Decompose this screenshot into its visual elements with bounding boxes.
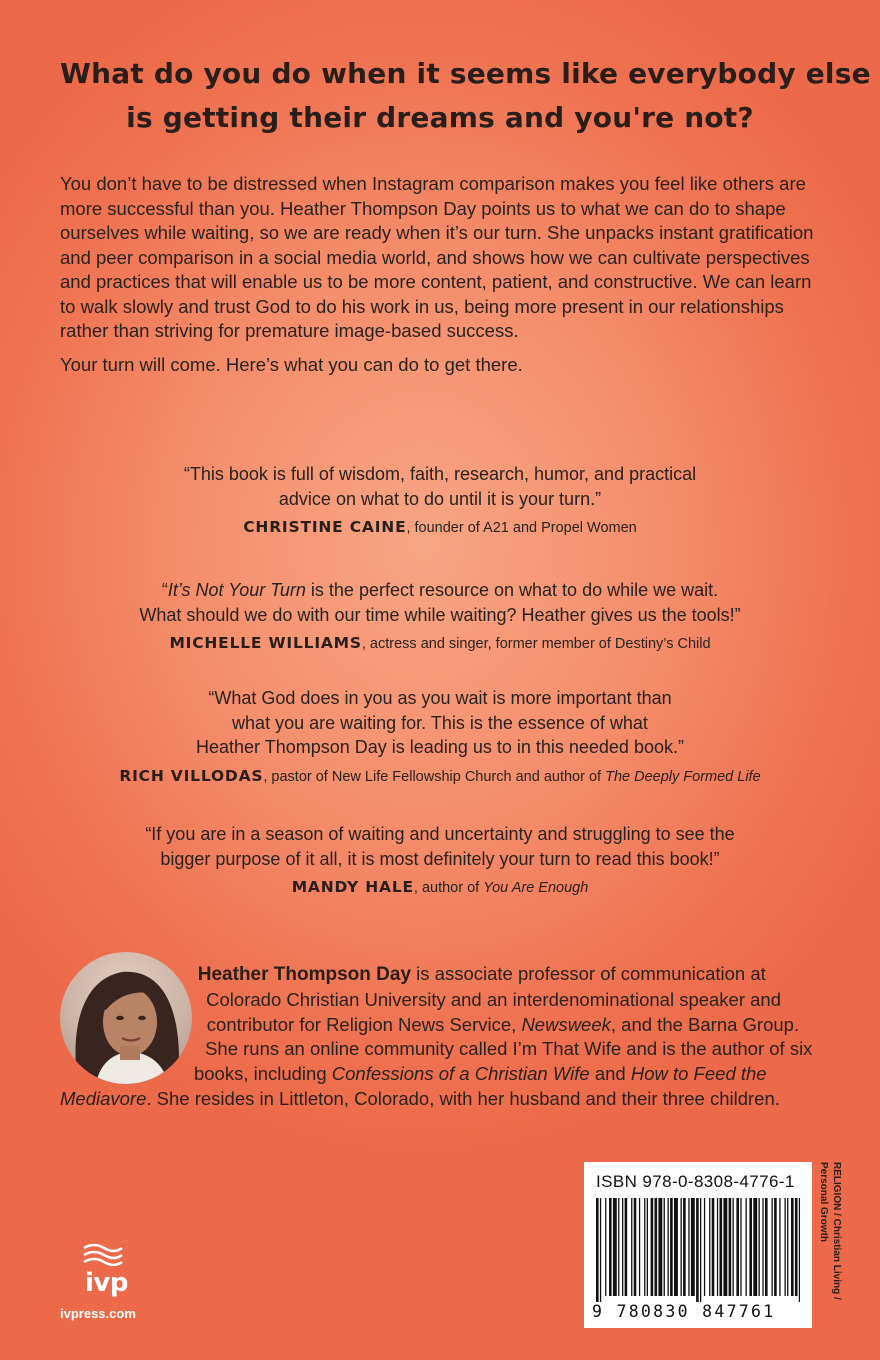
barcode-bar bbox=[696, 1198, 699, 1302]
endorsement-hale bbox=[90, 822, 790, 901]
endorser-role: , author of bbox=[413, 880, 484, 896]
barcode-bar bbox=[605, 1198, 606, 1296]
wave-logo-icon bbox=[82, 1242, 124, 1266]
barcode-bar bbox=[709, 1198, 710, 1296]
endorsement-line: “What God does in you as you wait is more important than bbox=[208, 688, 672, 708]
endorser-name: MANDY HALE bbox=[291, 878, 414, 896]
barcode-bar bbox=[700, 1198, 701, 1302]
barcode-bar bbox=[664, 1198, 665, 1296]
endorser-name: RICH VILLODAS bbox=[119, 766, 264, 785]
barcode-bar bbox=[720, 1198, 723, 1296]
publication-name: Newsweek bbox=[521, 1013, 611, 1035]
barcode-bar bbox=[772, 1198, 773, 1296]
endorsement-line: “This book is full of wisdom, faith, research, humor, and practical bbox=[183, 464, 697, 484]
barcode-bar bbox=[596, 1198, 599, 1302]
barcode-bar bbox=[691, 1198, 695, 1296]
endorsement-caine bbox=[90, 462, 790, 541]
endorsement-attribution bbox=[90, 875, 790, 901]
endorser-role: , actress and singer, former member of Destiny’s Child bbox=[361, 636, 711, 652]
endorsement-line: bigger purpose of it all, it is most definitely your turn to read this book!” bbox=[160, 848, 720, 869]
barcode-bar bbox=[746, 1198, 747, 1296]
barcode-bar bbox=[723, 1198, 727, 1296]
headline-line-2: is getting their dreams and you're not? bbox=[126, 101, 754, 134]
barcode-bar bbox=[658, 1198, 662, 1296]
barcode-bar bbox=[670, 1198, 673, 1296]
barcode-bar bbox=[613, 1198, 617, 1296]
publisher-logo bbox=[60, 1242, 140, 1321]
author-name: Heather Thompson Day bbox=[197, 964, 412, 985]
barcode-bar bbox=[647, 1198, 648, 1296]
barcode-bar bbox=[749, 1198, 752, 1296]
category-line-2: Personal Growth bbox=[818, 1162, 830, 1243]
endorser-role: , pastor of New Life Fellowship Church and author of bbox=[263, 768, 606, 785]
barcode-bar bbox=[785, 1198, 786, 1296]
book-title: Confessions of a Christian Wife bbox=[331, 1063, 590, 1085]
barcode-bar bbox=[736, 1198, 739, 1296]
barcode-bar bbox=[795, 1198, 798, 1296]
endorsement-attribution bbox=[90, 764, 790, 790]
endorsement-attribution bbox=[90, 631, 790, 657]
description-tagline: Your turn will come. Here’s what you can do to get there. bbox=[60, 353, 523, 375]
book-title: It’s Not Your Turn bbox=[167, 580, 306, 600]
endorsement-attribution bbox=[90, 515, 790, 541]
barcode-bar bbox=[668, 1198, 669, 1296]
barcode-bar bbox=[609, 1198, 612, 1296]
barcode-bar bbox=[600, 1198, 601, 1302]
endorsement-line: what you are waiting for. This is the essence of what bbox=[232, 712, 648, 733]
publisher-logo-text: ivp bbox=[85, 1268, 128, 1298]
barcode-bar bbox=[639, 1198, 640, 1296]
barcode-bar bbox=[753, 1198, 757, 1296]
endorsement-line: “If you are in a season of waiting and uncertainty and struggling to see the bbox=[145, 824, 735, 844]
barcode-bar bbox=[787, 1198, 788, 1296]
book-title: How to Feed the Mediavore bbox=[60, 1063, 767, 1109]
barcode-bar bbox=[791, 1198, 794, 1296]
barcode-bar bbox=[717, 1198, 718, 1296]
category-line-1: RELIGION / Christian Living / bbox=[831, 1162, 842, 1300]
endorser-name: MICHELLE WILLIAMS bbox=[169, 634, 362, 652]
barcode-bar bbox=[655, 1198, 658, 1296]
endorser-book: The Deeply Formed Life bbox=[605, 768, 761, 785]
endorsement-villodas bbox=[90, 686, 790, 789]
barcode-bar bbox=[729, 1198, 732, 1296]
barcode-bar bbox=[644, 1198, 645, 1296]
barcode-digits: 9 780830 847761 bbox=[592, 1302, 776, 1321]
barcode-bar bbox=[762, 1198, 763, 1296]
barcode-bar bbox=[631, 1198, 632, 1296]
endorsement-line: advice on what to do until it is your turn.” bbox=[278, 488, 602, 509]
isbn-barcode-box bbox=[584, 1162, 812, 1328]
barcode-bar bbox=[733, 1198, 734, 1296]
barcode-bar bbox=[634, 1198, 637, 1296]
publisher-url: ivpress.com bbox=[60, 1306, 136, 1321]
barcode-icon bbox=[596, 1198, 800, 1302]
endorser-book: You Are Enough bbox=[483, 880, 589, 896]
barcode-bar bbox=[704, 1198, 705, 1296]
barcode-bar bbox=[651, 1198, 654, 1296]
book-description bbox=[60, 172, 830, 377]
barcode-bar bbox=[712, 1198, 715, 1296]
description-paragraph: You don’t have to be distressed when Instagram comparison makes you feel like others are more successful than you. Heather Thompson Day points us to what we can do to shape ourselves while waiting, so we are ready when it’s our turn. She unpacks instant gratification and peer comparison in a social media world, and shows how we can cultivate perspectives and practices that will enable us to be more content, patient, and constructive. We can learn to walk slowly and trust God to do his work in us, being more present in our relationships rather than striving for premature image-based success. bbox=[60, 173, 814, 341]
barcode-bar bbox=[625, 1198, 628, 1296]
barcode-bar bbox=[774, 1198, 777, 1296]
endorsement-line: What should we do with our time while waiting? Heather gives us the tools!” bbox=[139, 604, 741, 625]
isbn-number: ISBN 978-0-8308-4776-1 bbox=[596, 1172, 795, 1191]
barcode-bar bbox=[759, 1198, 760, 1296]
barcode-bar bbox=[779, 1198, 780, 1296]
headline-line-1: What do you do when it seems like everybody else bbox=[60, 57, 871, 90]
endorser-name: CHRISTINE CAINE bbox=[243, 518, 407, 536]
category-label bbox=[812, 1162, 842, 1328]
barcode-bar bbox=[688, 1198, 689, 1296]
barcode-bar bbox=[683, 1198, 686, 1296]
endorsement-williams bbox=[90, 578, 790, 657]
barcode-bar bbox=[799, 1198, 800, 1302]
endorsement-line: Heather Thompson Day is leading us to in this needed book.” bbox=[196, 737, 684, 757]
barcode-bar bbox=[674, 1198, 678, 1296]
author-bio: Heather Thompson Day is associate professor of communication at Colorado Christian University and an interdenominational speaker and contributor for Religion News Service, Newsweek, and the Barna Group. She runs an online community called I’m That Wife and is the author of six books, including Confessions of a Christian Wife and How to Feed the Mediavore. She resides in Littleton, Colorado, with her husband and their three children. bbox=[60, 963, 813, 1109]
headline bbox=[60, 52, 871, 140]
barcode-bar bbox=[740, 1198, 741, 1296]
photo-wrap-spacer bbox=[60, 962, 215, 1082]
barcode-bar bbox=[681, 1198, 682, 1296]
barcode-bar bbox=[622, 1198, 623, 1296]
endorsement-line: “It’s Not Your Turn is the perfect resource on what to do while we wait. bbox=[161, 580, 719, 600]
barcode-bar bbox=[765, 1198, 768, 1296]
barcode-bar bbox=[618, 1198, 619, 1296]
endorser-role: , founder of A21 and Propel Women bbox=[406, 520, 637, 536]
